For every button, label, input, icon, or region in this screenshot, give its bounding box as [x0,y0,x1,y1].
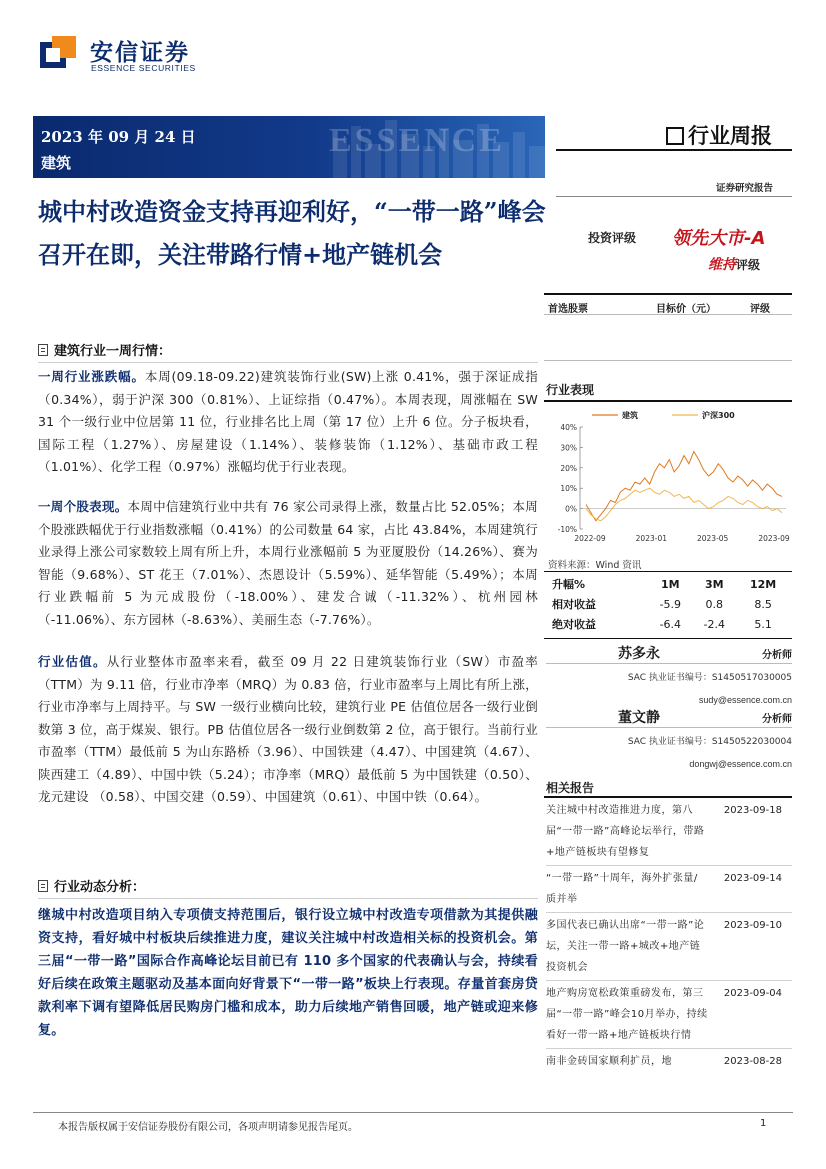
document-icon [38,880,48,892]
related-report-title[interactable]: 地产购房宽松政策重磅发布，第三届“一带一路”峰会10月举办，持续看好一带一路+地产链板块行情 [546,988,708,1041]
analyst-cert: SAC 执业证书编号：S1450522030004 [627,737,792,747]
paragraph-industry-analysis: 继城中村改造项目纳入专项债支持范围后，银行设立城中村改造专项借款为其提供融资支持，看好城中村板块后续推进力度，建议关注城中村改造相关标的投资机会。第三届“一带一路”国际合作高峰论坛目前已有 110 多个国家的代表确认与会，持续看好后续在政策主题驱动及基本面向好背景下“一带一路”板块上行表现。存量首套房贷款利率下调有望降低居民购房门槛和成本，助力后续地产销售回暖，地产链或迎来修复。 [38,908,538,1038]
analyst-cert: SAC 执业证书编号：S1450517030005 [627,673,792,683]
top-picks-header [544,293,792,315]
table-header-cell: 升幅% [552,578,586,591]
performance-chart-svg [546,405,792,555]
list-item[interactable] [546,1049,792,1074]
x-tick-label: 2023-09 [758,534,790,543]
table-header-cell: 1M [661,577,680,591]
chart-trend-icon [666,127,684,145]
table-cell: -6.4 [659,617,682,631]
analyst-role: 分析师 [762,650,792,661]
table-row [546,594,790,614]
y-tick-label: 0% [565,504,577,514]
table-cell: 0.8 [705,597,723,611]
list-item[interactable] [546,798,792,866]
divider [33,1112,793,1113]
y-tick-label: 30% [560,443,577,453]
table-cell: 8.5 [754,597,772,611]
rating-label: 投资评级 [588,231,637,245]
analyst-email[interactable]: sudy@essence.com.cn [698,695,792,705]
divider [544,360,792,361]
related-reports-list [546,798,792,1074]
paragraph-lead: 行业估值。 [38,654,107,669]
y-tick-label: 20% [560,463,577,473]
legend-label: 建筑 [622,411,638,420]
paragraph-valuation: 行业估值。从行业整体市盈率来看，截至 09 月 22 日建筑装饰行业（SW）市盈率（TTM）为 9.11 倍，行业市净率（MRQ）为 0.83 倍，行业市盈率与上周比有所上涨，行业市净率与上周持平。与 SW 一级行业横向比较，建筑行业 PE 估值位居各一级行业倒数第 3 位，高于煤炭、银行。PB 估值位居各一级行业倒数第 2 位，高于银行。当前行业市盈率（TTM）最低前 5 为山东路桥（3.96）、中国铁建（4.47）、中国建筑（4.67）、陕西建工（4.89）、中国中铁（5.24）；市净率（MRQ）最低前 5 为中国铁建（0.50）、龙元建设 （0.58）、中国交建（0.59）、中国建筑（0.61）、中国中铁（0.64）。 [38,654,538,804]
logo-mark-icon [40,34,78,72]
related-report-date: 2023-09-14 [723,873,782,884]
table-header-cell: 3M [704,577,724,591]
report-sector: 建筑 [41,154,72,172]
table-cell: -5.9 [659,597,682,611]
analyst-name: 董文静 [618,710,660,726]
series-line [586,488,782,521]
brand-name-en: ESSENCE SECURITIES [91,63,196,73]
paragraph-weekly-change: 一周行业涨跌幅。本周(09.18-09.22)建筑装饰行业(SW)上涨 0.41%，强于深证成指（0.34%），弱于沪深 300（0.81%）、上证综指（0.47%）。本周表现，周涨幅在 SW 31 个一级行业中位居第 11 位，行业排名比上周（第 17 位）上升 6 位。分子板块看，国际工程（1.27%）、房屋建设（1.14%）、装修装饰（1.12%）、基础市政工程（1.01%）、化学工程（0.97%）涨幅均优于行业表现。 [38,369,538,474]
report-banner [33,116,545,178]
table-row [546,614,790,634]
divider [546,727,792,728]
related-report-title[interactable]: 多国代表已确认出席“一带一路”论坛，关注一带一路+城改+地产链投资机会 [546,920,705,973]
page-number: 1 [760,1118,767,1129]
list-item[interactable] [546,913,792,981]
analyst-role: 分析师 [762,714,792,725]
table-header-cell: 12M [749,577,777,591]
related-report-date: 2023-09-18 [723,805,782,816]
y-tick-label: 10% [560,484,577,494]
related-report-title[interactable]: “一带一路”十周年，海外扩张量/质并举 [546,873,698,905]
section-heading: 行业动态分析： [38,876,145,895]
divider [556,149,792,151]
report-type: 证券研究报告 [716,183,774,194]
picks-col-target: 目标价（元） [656,304,716,315]
x-tick-label: 2022-09 [574,534,606,543]
related-report-date: 2023-09-04 [723,988,782,999]
table-cell: -2.4 [703,617,725,631]
report-date: 2023 年 09 月 24 日 [41,128,196,146]
series-line [586,452,782,521]
list-item[interactable] [546,866,792,913]
divider [544,571,792,572]
picks-col-rating: 评级 [750,304,770,315]
legend-label: 沪深300 [702,411,735,420]
divider [38,898,538,899]
paragraph-stock-performance: 一周个股表现。本周中信建筑行业中共有 76 家公司录得上涨，数量占比 52.05%；本周个股涨跌幅优于行业指数涨幅（0.41%）的公司数量 64 家，占比 43.84%，本周建筑行业录得上涨公司家数较上周有所上升，本周行业涨幅前 5 为亚厦股份（14.26%）、赛为智能（9.68%）、ST 花王（7.01%）、杰恩设计（5.59%）、延华智能（5.49%）；本周行业跌幅前 5 为元成股份（-18.00%）、建发合诚（-11.32%）、杭州园林（-11.06%）、东方园林（-8.63%）、美丽生态（-7.76%）。 [38,499,538,627]
report-series: 行业周报 [666,120,772,150]
related-report-date: 2023-09-10 [723,920,782,931]
picks-col-stock: 首选股票 [548,304,588,315]
related-report-title[interactable]: 关注城中村改造推进力度，第八届“一带一路”高峰论坛举行，带路+地产链板块有望修复 [546,805,705,858]
footer-disclaimer: 本报告版权属于安信证券股份有限公司，各项声明请参见报告尾页。 [58,1122,358,1133]
divider [546,663,792,664]
related-reports-title: 相关报告 [546,781,595,795]
chart-source: 资料来源：Wind 资讯 [548,560,642,571]
analyst-name: 苏多永 [618,646,660,662]
rating-value: 领先大市-A [672,228,766,249]
rating-change: 维持评级 [708,257,761,273]
table-cell: 绝对收益 [552,618,596,631]
list-item[interactable] [546,981,792,1049]
performance-title: 行业表现 [546,383,595,397]
x-tick-label: 2023-05 [696,534,729,543]
table-cell: 相对收益 [552,598,596,611]
analyst-email[interactable]: dongwj@essence.com.cn [689,759,792,769]
brand-name-cn: 安信证券 [90,40,190,66]
table-row [546,574,790,594]
paragraph-lead: 一周行业涨跌幅。 [38,369,145,384]
divider [544,400,792,402]
performance-chart [546,405,792,555]
banner-watermark: ESSENCE [329,122,505,159]
performance-table [546,574,790,634]
section-heading: 建筑行业一周行情： [38,340,171,359]
x-tick-label: 2023-01 [635,534,668,543]
brand-logo [40,32,240,76]
document-icon [38,344,48,356]
related-report-title[interactable]: 南非金砖国家顺利扩员，地 [546,1056,672,1067]
page-title: 城中村改造资金支持再迎利好，“一带一路”峰会召开在即，关注带路行情+地产链机会 [38,197,546,269]
y-tick-label: -10% [557,525,577,534]
related-report-date: 2023-08-28 [723,1056,782,1067]
table-cell: 5.1 [754,617,772,631]
paragraph-lead: 一周个股表现。 [38,499,128,514]
divider [38,362,538,363]
divider [544,638,792,639]
y-tick-label: 40% [560,423,577,432]
divider [556,196,792,197]
